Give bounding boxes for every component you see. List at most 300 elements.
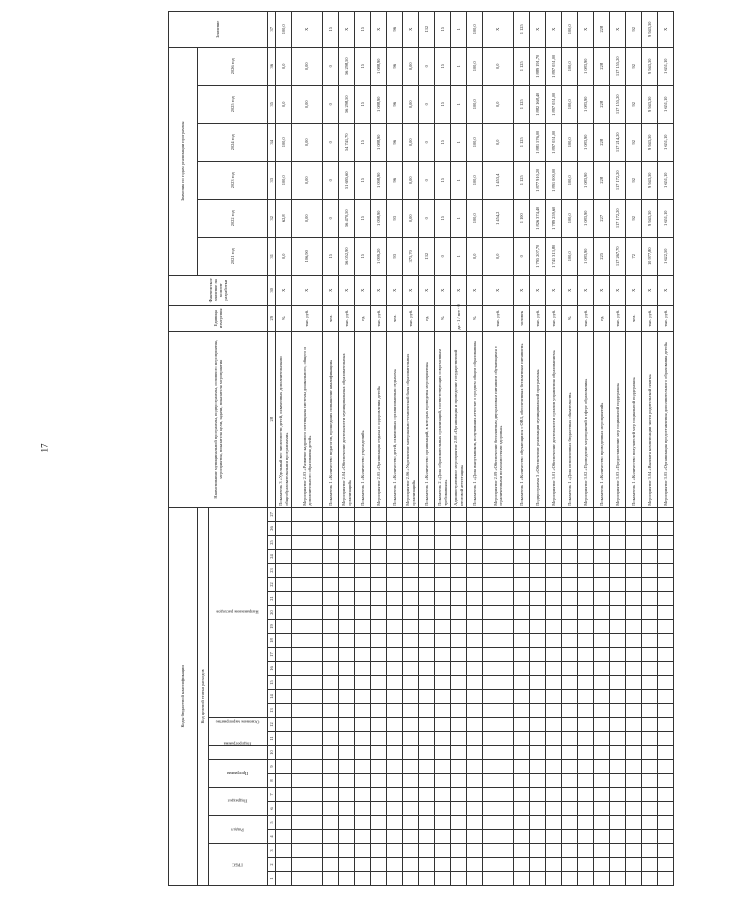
value-base: X	[514, 275, 530, 305]
code-cell	[530, 592, 546, 606]
value-y2025: 1 088,90	[371, 85, 387, 123]
code-cell	[339, 802, 355, 816]
code-cell	[546, 564, 562, 578]
value-y2026: 1 651,10	[658, 47, 674, 85]
code-cell	[658, 704, 674, 718]
value-unit: тыс. руб.	[658, 305, 674, 331]
code-cell	[562, 592, 578, 606]
value-unit: тыс. руб.	[546, 305, 562, 331]
code-cell	[323, 564, 339, 578]
code-cell	[594, 704, 610, 718]
code-cell	[562, 704, 578, 718]
code-cell	[403, 858, 419, 872]
value-unit: тыс. руб.	[483, 305, 514, 331]
value-y2023: 100,0	[562, 161, 578, 199]
value-unit: %	[276, 305, 292, 331]
indicators-body	[276, 11, 674, 885]
code-cell	[387, 606, 403, 620]
indicator-name: Мероприятие 3.05 «Организация предоставления дополнительного образования детей»	[658, 331, 674, 507]
value-final: 100,0	[562, 11, 578, 47]
table-row	[467, 11, 483, 885]
code-cell	[594, 788, 610, 802]
code-cell	[387, 732, 403, 746]
code-cell	[371, 844, 387, 858]
code-cell	[578, 704, 594, 718]
value-unit: тыс. руб.	[610, 305, 626, 331]
code-cell	[514, 830, 530, 844]
code-cell	[642, 732, 658, 746]
code-cell	[419, 732, 435, 746]
code-cell	[292, 634, 323, 648]
value-y2022: 93	[387, 199, 403, 237]
code-cell	[610, 802, 626, 816]
code-cell	[276, 872, 292, 886]
code-cell	[594, 536, 610, 550]
column-number: 13	[268, 704, 276, 718]
value-y2025: 1	[451, 85, 467, 123]
value-y2022: 0,00	[292, 199, 323, 237]
code-cell	[323, 830, 339, 844]
code-cell	[562, 620, 578, 634]
column-numbering-row	[268, 11, 276, 885]
code-cell	[626, 676, 642, 690]
code-cell	[642, 760, 658, 774]
program-indicators-sheet	[168, 18, 756, 886]
code-cell	[658, 830, 674, 844]
value-base: X	[658, 275, 674, 305]
value-y2023: 96	[387, 161, 403, 199]
code-cell	[339, 704, 355, 718]
code-cell	[387, 634, 403, 648]
code-cell	[276, 578, 292, 592]
code-cell	[355, 564, 371, 578]
code-cell	[451, 676, 467, 690]
code-cell	[546, 746, 562, 760]
code-cell	[594, 522, 610, 536]
code-cell	[658, 648, 674, 662]
code-cell	[292, 564, 323, 578]
code-cell	[451, 578, 467, 592]
column-number: 2	[268, 858, 276, 872]
code-cell	[323, 802, 339, 816]
column-number: 18	[268, 634, 276, 648]
value-y2023: 9 943,30	[642, 161, 658, 199]
value-y2021: 1 622,50	[658, 237, 674, 275]
value-y2025: 15	[355, 85, 371, 123]
code-cell	[610, 844, 626, 858]
code-cell	[355, 620, 371, 634]
code-cell	[292, 606, 323, 620]
section-header: Раздел	[209, 816, 268, 844]
column-number: 4	[268, 830, 276, 844]
code-cell	[355, 550, 371, 564]
code-cell	[467, 718, 483, 732]
code-cell	[530, 522, 546, 536]
code-cell	[292, 732, 323, 746]
code-cell	[355, 802, 371, 816]
value-y2024: 1 083,90	[578, 123, 594, 161]
code-cell	[355, 606, 371, 620]
code-cell	[292, 676, 323, 690]
code-cell	[292, 522, 323, 536]
code-cell	[387, 718, 403, 732]
code-cell	[562, 746, 578, 760]
code-cell	[562, 536, 578, 550]
code-cell	[419, 676, 435, 690]
code-cell	[371, 578, 387, 592]
code-cell	[451, 732, 467, 746]
code-cell	[419, 858, 435, 872]
code-cell	[339, 578, 355, 592]
code-cell	[483, 830, 514, 844]
code-cell	[339, 620, 355, 634]
code-cell	[626, 648, 642, 662]
code-cell	[339, 550, 355, 564]
value-unit: %	[467, 305, 483, 331]
code-cell	[371, 704, 387, 718]
code-cell	[626, 760, 642, 774]
code-cell	[355, 816, 371, 830]
code-cell	[626, 704, 642, 718]
value-y2023: 228	[594, 161, 610, 199]
code-cell	[578, 676, 594, 690]
value-base: X	[355, 275, 371, 305]
code-cell	[642, 788, 658, 802]
code-cell	[530, 634, 546, 648]
value-base: X	[387, 275, 403, 305]
table-row	[610, 11, 626, 885]
value-y2024: 1 897 051,00	[546, 123, 562, 161]
code-cell	[276, 732, 292, 746]
value-base: X	[323, 275, 339, 305]
value-y2026: 1 083,90	[578, 47, 594, 85]
value-y2024: 1 651,10	[658, 123, 674, 161]
code-cell	[292, 872, 323, 886]
code-cell	[371, 788, 387, 802]
code-cell	[626, 774, 642, 788]
value-y2021: 117 267,70	[610, 237, 626, 275]
value-y2022: 1 826 374,40	[530, 199, 546, 237]
value-y2021: 0,0	[276, 237, 292, 275]
code-cell	[594, 564, 610, 578]
code-cell	[419, 746, 435, 760]
code-cell	[467, 830, 483, 844]
value-y2026: 0	[419, 47, 435, 85]
code-cell	[339, 522, 355, 536]
code-cell	[276, 536, 292, 550]
indicator-name: Показатель 1 «Доля исполненных бюджетных обязательств»	[562, 331, 578, 507]
code-cell	[276, 620, 292, 634]
value-y2023: 0,00	[292, 161, 323, 199]
code-cell	[483, 634, 514, 648]
code-cell	[483, 648, 514, 662]
value-y2023: 51 695,60	[339, 161, 355, 199]
code-cell	[483, 844, 514, 858]
code-cell	[435, 872, 451, 886]
code-cell	[467, 648, 483, 662]
value-base: X	[467, 275, 483, 305]
value-final: 228	[594, 11, 610, 47]
code-cell	[562, 550, 578, 564]
code-cell	[610, 578, 626, 592]
table-row	[562, 11, 578, 885]
code-cell	[276, 844, 292, 858]
value-base: X	[578, 275, 594, 305]
code-cell	[626, 788, 642, 802]
indicator-name: Показатель 1 «Количество организаций, в которых проведены мероприятия»	[419, 331, 435, 507]
value-y2023: 100,0	[276, 161, 292, 199]
code-cell	[642, 634, 658, 648]
value-unit: тыс. руб.	[403, 305, 419, 331]
column-number: 22	[268, 578, 276, 592]
code-cell	[514, 507, 530, 521]
code-cell	[546, 634, 562, 648]
code-cell	[339, 844, 355, 858]
code-cell	[355, 676, 371, 690]
code-cell	[658, 732, 674, 746]
code-cell	[562, 816, 578, 830]
code-cell	[403, 802, 419, 816]
code-cell	[546, 830, 562, 844]
code-cell	[530, 550, 546, 564]
column-number: 34	[268, 123, 276, 161]
code-cell	[610, 760, 626, 774]
value-y2021: 375,70	[403, 237, 419, 275]
code-cell	[514, 634, 530, 648]
column-number: 35	[268, 85, 276, 123]
column-number: 27	[268, 507, 276, 521]
value-unit: %	[435, 305, 451, 331]
code-cell	[371, 774, 387, 788]
value-y2025: 100,0	[562, 85, 578, 123]
value-y2024: 1	[451, 123, 467, 161]
code-cell	[530, 536, 546, 550]
value-unit: чел.	[626, 305, 642, 331]
expense-direction-header: Направление расходов	[209, 507, 268, 717]
code-cell	[562, 690, 578, 704]
code-cell	[435, 858, 451, 872]
value-final: X	[530, 11, 546, 47]
code-cell	[578, 522, 594, 536]
value-y2021: 0,0	[483, 237, 514, 275]
code-cell	[546, 592, 562, 606]
value-final: X	[610, 11, 626, 47]
code-cell	[610, 746, 626, 760]
code-cell	[371, 522, 387, 536]
value-final: X	[403, 11, 419, 47]
value-y2025: 96	[387, 85, 403, 123]
code-cell	[403, 578, 419, 592]
code-cell	[483, 507, 514, 521]
code-cell	[387, 676, 403, 690]
year-2025-header: 2025 год	[198, 85, 268, 123]
subsection-header: Подраздел	[209, 788, 268, 816]
code-cell	[419, 830, 435, 844]
value-final: X	[371, 11, 387, 47]
code-cell	[594, 844, 610, 858]
code-cell	[610, 816, 626, 830]
code-cell	[514, 844, 530, 858]
code-cell	[467, 704, 483, 718]
code-cell	[339, 536, 355, 550]
base-value-header: Фактическое значение на момент разработки	[169, 275, 268, 305]
value-y2024: 92	[626, 123, 642, 161]
value-y2024: 54 741,70	[339, 123, 355, 161]
value-base: X	[562, 275, 578, 305]
code-cell	[419, 704, 435, 718]
code-cell	[451, 830, 467, 844]
code-cell	[371, 536, 387, 550]
code-cell	[276, 522, 292, 536]
code-cell	[562, 522, 578, 536]
code-cell	[483, 746, 514, 760]
code-cell	[658, 816, 674, 830]
code-cell	[642, 858, 658, 872]
code-cell	[658, 802, 674, 816]
code-cell	[578, 816, 594, 830]
value-unit: чел.	[323, 305, 339, 331]
code-cell	[626, 606, 642, 620]
code-cell	[419, 592, 435, 606]
indicator-name: Показатель 2 «Доля образовательных организаций, соответствующих современным требованиям»	[435, 331, 451, 507]
code-cell	[339, 830, 355, 844]
code-cell	[292, 690, 323, 704]
code-cell	[292, 536, 323, 550]
value-y2023: 1 083,90	[578, 161, 594, 199]
code-cell	[355, 522, 371, 536]
value-y2021: 56 052,90	[339, 237, 355, 275]
value-y2023: 1 891 000,00	[546, 161, 562, 199]
code-cell	[467, 872, 483, 886]
code-cell	[403, 760, 419, 774]
code-cell	[387, 774, 403, 788]
code-cell	[467, 662, 483, 676]
code-cell	[355, 746, 371, 760]
code-cell	[562, 606, 578, 620]
value-y2024: 15	[435, 123, 451, 161]
code-cell	[339, 564, 355, 578]
code-cell	[658, 774, 674, 788]
code-cell	[610, 662, 626, 676]
value-base: X	[483, 275, 514, 305]
value-y2024: 1 088,90	[371, 123, 387, 161]
code-cell	[642, 676, 658, 690]
value-y2024: 228	[594, 123, 610, 161]
code-cell	[594, 620, 610, 634]
code-cell	[387, 578, 403, 592]
code-cell	[483, 676, 514, 690]
code-cell	[403, 788, 419, 802]
indicator-name: Мероприятие 2.04 «Обеспечение деятельности муниципальных образовательных организаций»	[339, 331, 355, 507]
value-y2022: 62,8	[276, 199, 292, 237]
code-cell	[483, 606, 514, 620]
code-cell	[339, 676, 355, 690]
code-cell	[371, 550, 387, 564]
value-y2025: 1 651,10	[658, 85, 674, 123]
table-row	[387, 11, 403, 885]
code-cell	[387, 760, 403, 774]
code-cell	[594, 732, 610, 746]
code-cell	[467, 550, 483, 564]
value-unit: да - 1 / нет - 0	[451, 305, 467, 331]
code-cell	[403, 690, 419, 704]
code-cell	[387, 788, 403, 802]
code-cell	[403, 648, 419, 662]
code-cell	[467, 592, 483, 606]
code-cell	[642, 718, 658, 732]
value-y2022: 100,0	[562, 199, 578, 237]
table-row	[435, 11, 451, 885]
code-cell	[371, 830, 387, 844]
code-cell	[451, 704, 467, 718]
code-cell	[483, 620, 514, 634]
code-cell	[514, 606, 530, 620]
value-y2024: 1 125	[514, 123, 530, 161]
value-y2022: 227	[594, 199, 610, 237]
value-y2022: 1 651,10	[658, 199, 674, 237]
value-y2026: 56 298,50	[339, 47, 355, 85]
code-cell	[339, 592, 355, 606]
years-group-header: Значения по годам реализации программы	[169, 47, 198, 275]
column-number: 11	[268, 732, 276, 746]
code-cell	[642, 830, 658, 844]
code-cell	[323, 648, 339, 662]
code-cell	[292, 830, 323, 844]
code-cell	[610, 620, 626, 634]
code-cell	[594, 774, 610, 788]
code-cell	[403, 564, 419, 578]
value-unit: тыс. руб.	[578, 305, 594, 331]
code-cell	[658, 760, 674, 774]
value-y2026: 1 889 191,70	[530, 47, 546, 85]
code-cell	[403, 550, 419, 564]
code-cell	[546, 676, 562, 690]
code-cell	[514, 578, 530, 592]
code-cell	[642, 620, 658, 634]
code-cell	[610, 592, 626, 606]
code-cell	[578, 550, 594, 564]
code-cell	[355, 788, 371, 802]
code-cell	[562, 858, 578, 872]
code-cell	[578, 592, 594, 606]
code-cell	[292, 802, 323, 816]
code-cell	[483, 522, 514, 536]
value-y2025: 0,00	[292, 85, 323, 123]
value-base: X	[403, 275, 419, 305]
code-cell	[467, 634, 483, 648]
code-cell	[451, 550, 467, 564]
column-number: 1	[268, 872, 276, 886]
code-cell	[483, 802, 514, 816]
indicator-name: Мероприятие 2.05 «Организация отдыха и оздоровления детей»	[371, 331, 387, 507]
unit-header: Единица измерения	[169, 305, 268, 331]
value-final: 92	[626, 11, 642, 47]
value-y2021: 72	[626, 237, 642, 275]
indicator-title-header: Наименование муниципальной программы, подпрограммы, основного мероприятия, мероприятия, показателя цели, задачи, показателя мероприятия	[169, 331, 268, 507]
value-final: 15	[355, 11, 371, 47]
code-cell	[530, 774, 546, 788]
column-number: 16	[268, 662, 276, 676]
code-cell	[530, 662, 546, 676]
value-y2023: 15	[355, 161, 371, 199]
code-cell	[339, 507, 355, 521]
code-cell	[642, 816, 658, 830]
code-cell	[387, 564, 403, 578]
code-cell	[562, 634, 578, 648]
code-cell	[276, 858, 292, 872]
column-number: 14	[268, 690, 276, 704]
code-cell	[578, 844, 594, 858]
